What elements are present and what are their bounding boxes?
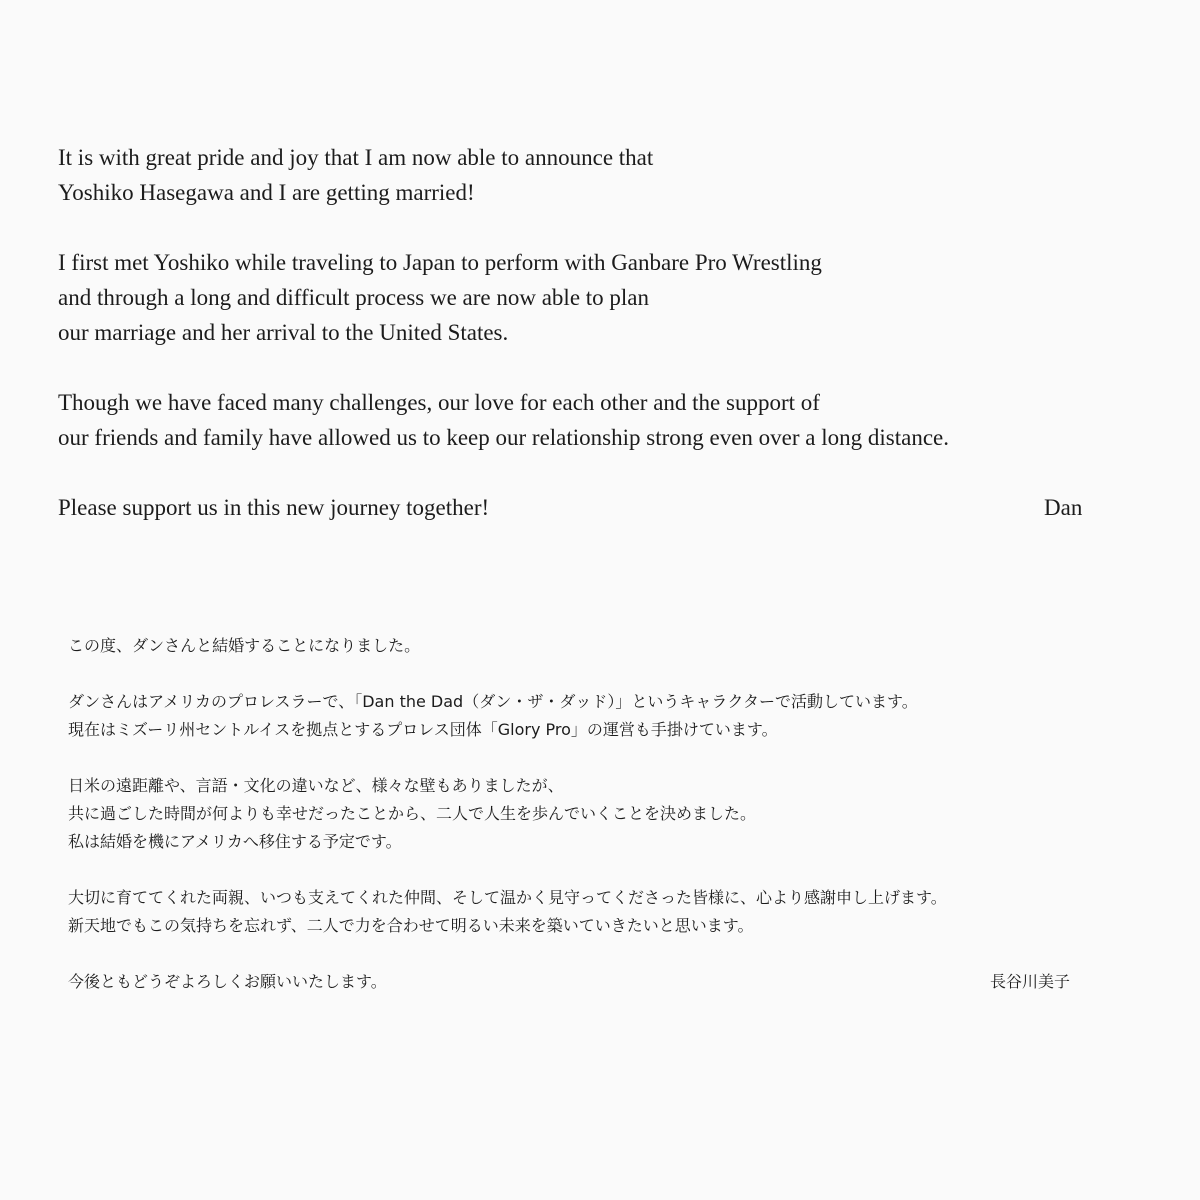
japanese-paragraph-4 bbox=[68, 884, 1178, 940]
japanese-closing-line: 今後ともどうぞよろしくお願いいたします。 bbox=[68, 972, 387, 991]
english-announcement bbox=[58, 140, 1168, 525]
japanese-paragraph-3 bbox=[68, 772, 1178, 856]
english-paragraph-3 bbox=[58, 385, 1168, 455]
japanese-text-line: ダンさんはアメリカのプロレスラーで、「Dan the Dad（ダン・ザ・ダッド）」というキャラクターで活動しています。 bbox=[68, 692, 918, 711]
english-closing-line: Please support us in this new journey together! bbox=[58, 495, 490, 520]
japanese-announcement bbox=[68, 632, 1178, 996]
english-closing-row bbox=[58, 490, 1168, 525]
english-text-line: Though we have faced many challenges, our love for each other and the support of bbox=[58, 390, 820, 415]
japanese-text-line: 共に過ごした時間が何よりも幸せだったことから、二人で人生を歩んでいくことを決めました。 bbox=[68, 804, 757, 823]
japanese-text-line: 大切に育ててくれた両親、いつも支えてくれた仲間、そして温かく見守ってくださった皆様に、心より感謝申し上げます。 bbox=[68, 888, 947, 907]
english-signature: Dan bbox=[1044, 495, 1083, 520]
japanese-text-line: 新天地でもこの気持ちを忘れず、二人で力を合わせて明るい未来を築いていきたいと思います。 bbox=[68, 916, 754, 935]
japanese-paragraph-2 bbox=[68, 688, 1178, 744]
japanese-paragraph-1 bbox=[68, 632, 1178, 660]
english-text-line: It is with great pride and joy that I am now able to announce that bbox=[58, 145, 654, 170]
japanese-closing-row bbox=[68, 968, 1178, 996]
japanese-text-line: この度、ダンさんと結婚することになりました。 bbox=[68, 636, 421, 655]
japanese-text-line: 私は結婚を機にアメリカへ移住する予定です。 bbox=[68, 832, 402, 851]
english-paragraph-2 bbox=[58, 245, 1168, 350]
english-text-line: and through a long and difficult process we are now able to plan bbox=[58, 285, 650, 310]
english-text-line: our friends and family have allowed us to keep our relationship strong even over a long distance. bbox=[58, 425, 949, 450]
english-paragraph-1 bbox=[58, 140, 1168, 210]
english-text-line: I first met Yoshiko while traveling to Japan to perform with Ganbare Pro Wrestling bbox=[58, 250, 822, 275]
english-text-line: Yoshiko Hasegawa and I are getting married! bbox=[58, 180, 475, 205]
english-text-line: our marriage and her arrival to the United States. bbox=[58, 320, 509, 345]
japanese-signature: 長谷川美子 bbox=[990, 972, 1071, 991]
japanese-text-line: 日米の遠距離や、言語・文化の違いなど、様々な壁もありましたが、 bbox=[68, 776, 564, 795]
japanese-text-line: 現在はミズーリ州セントルイスを拠点とするプロレス団体「Glory Pro」の運営も手掛けています。 bbox=[68, 720, 778, 739]
